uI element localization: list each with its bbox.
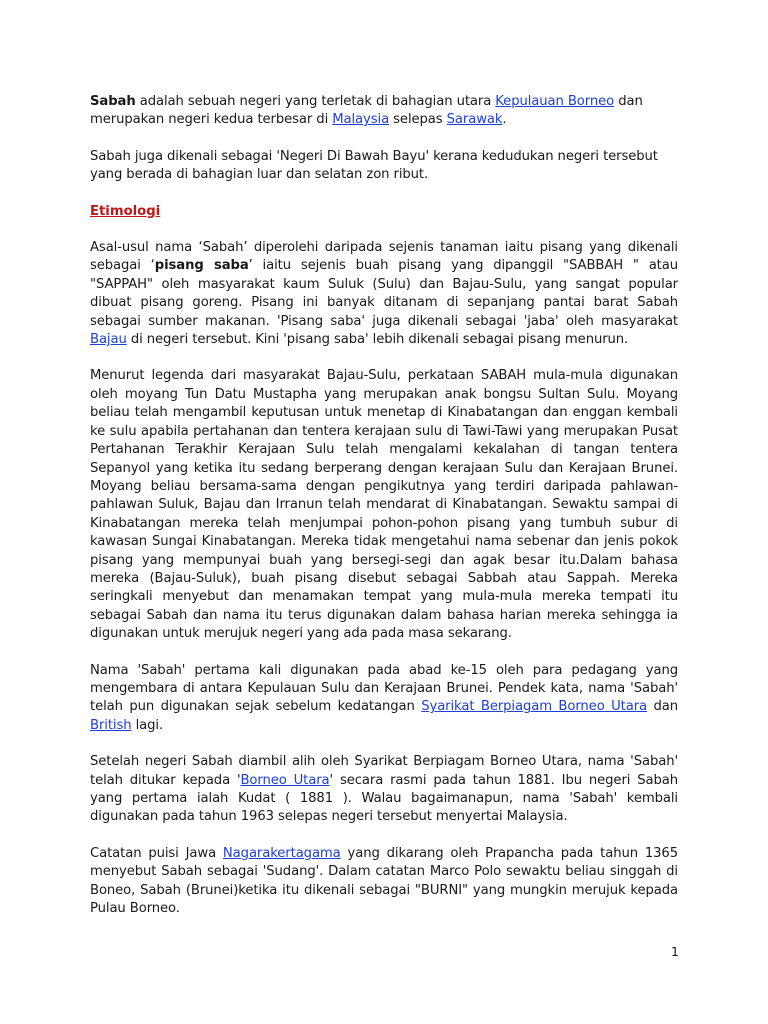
bold-term-pisang-saba: pisang saba bbox=[154, 258, 249, 274]
text-span: Nama 'Sabah' pertama kali digunakan pada abad ke-15 oleh para pedagang yang mengembara di antara Kepulauan Sulu dan Kerajaan Brunei. Pendek kata, nama 'Sabah' telah pun digunakan sejak sebelum kedatangan bbox=[90, 662, 678, 715]
document-page bbox=[90, 93, 678, 936]
paragraph-asal-usul bbox=[90, 239, 678, 349]
paragraph-borneo-utara bbox=[90, 753, 678, 827]
section-heading-etimologi: Etimologi bbox=[90, 203, 161, 219]
paragraph-legenda: Menurut legenda dari masyarakat Bajau-Sulu, perkataan SABAH mula-mula digunakan oleh moyang Tun Datu Mustapha yang merupakan anak bongsu Sultan Sulu. Moyang beliau telah mengambil keputusan untuk menetap di Kinabatangan dan enggan kembali ke sulu apabila pertahanan dan tentera kerajaan sulu di Tawi-Tawi yang merupakan Pusat Pertahanan Terakhir Kerajaan Sulu telah mengalami kekalahan di tangan tentera Sepanyol yang ketika itu sedang berperang dengan kerajaan Sulu dan Kerajaan Brunei. Moyang beliau bersama-sama dengan pengikutnya yang terdiri daripada pahlawan-pahlawan Suluk, Bajau dan Irranun telah mendarat di Kinabatangan. Sewaktu sampai di Kinabatangan mereka telah menjumpai pohon-pohon pisang yang tumbuh subur di kawasan Sungai Kinabatangan. Mereka tidak mengetahui nama sebenar dan jenis pokok pisang yang mempunyai buah yang bersegi-segi dan agak besar itu.Dalam bahasa mereka (Bajau-Suluk), buah pisang disebut sebagai Sabbah atau Sappah. Mereka seringkali menyebut dan menamakan tempat yang mula-mula mereka tempati itu sebagai Sabah dan nama itu terus digunakan dalam bahasa harian mereka sehingga ia digunakan untuk merujuk negeri yang ada pada masa sekarang. bbox=[90, 368, 678, 642]
bold-term-sabah: Sabah bbox=[90, 94, 136, 109]
link-borneo-utara[interactable]: Borneo Utara bbox=[240, 772, 330, 788]
text-span: lagi. bbox=[131, 717, 164, 733]
text-span: ’ iaitu sejenis buah pisang yang dipanggil "SABBAH " atau "SAPPAH" oleh masyarakat kaum Suluk (Sulu) dan Bajau-Sulu, yang sangat popular dibuat pisang goreng. Pisang ini banyak ditanam di sepanjang pantai barat Sabah sebagai sumber makanan. 'Pisang saba' juga dikenali sebagai 'jaba' oleh masyarakat bbox=[90, 258, 678, 329]
text-span: . bbox=[502, 112, 507, 128]
paragraph-nagarakertagama bbox=[90, 845, 678, 919]
text-span: ' secara rasmi pada tahun 1881. Ibu negeri Sabah yang pertama ialah Kudat ( 1881 ). Walau bagaimanapun, nama 'Sabah' kembali digunakan pada tahun 1963 selepas negeri tersebut menyertai Malaysia. bbox=[90, 772, 678, 825]
text-span: adalah sebuah negeri yang terletak di bahagian utara bbox=[135, 94, 496, 109]
link-bajau[interactable]: Bajau bbox=[90, 332, 127, 348]
text-span: selepas bbox=[389, 112, 447, 128]
page-number: 1 bbox=[671, 944, 679, 959]
link-sarawak[interactable]: Sarawak bbox=[446, 112, 503, 128]
text-span: yang dikarang oleh Prapancha pada tahun 1365 menyebut Sabah sebagai 'Sudang'. Dalam catatan Marco Polo sewaktu beliau singgah di Boneo, Sabah (Brunei)ketika itu dikenali sebagai "BURNI" yang mungkin merujuk kepada Pulau Borneo. bbox=[90, 845, 679, 917]
text-span: Catatan puisi Jawa bbox=[90, 845, 223, 861]
link-malaysia[interactable]: Malaysia bbox=[332, 112, 390, 128]
link-nagarakertagama[interactable]: Nagarakertagama bbox=[222, 845, 341, 861]
link-kepulauan-borneo[interactable]: Kepulauan Borneo bbox=[495, 94, 615, 109]
text-span: Asal-usul nama ‘Sabah’ diperolehi daripada sejenis tanaman iaitu pisang yang dikenali sebagai ‘ bbox=[90, 240, 678, 274]
text-span: dan bbox=[647, 699, 678, 715]
text-span: dan merupakan negeri kedua terbesar di bbox=[90, 94, 643, 128]
link-british[interactable]: British bbox=[90, 717, 132, 733]
text-span: di negeri tersebut. Kini 'pisang saba' lebih dikenali sebagai pisang menurun. bbox=[126, 332, 629, 348]
text-span: Setelah negeri Sabah diambil alih oleh Syarikat Berpiagam Borneo Utara, nama 'Sabah' telah ditukar kepada ' bbox=[90, 754, 678, 788]
paragraph-intro bbox=[90, 93, 678, 130]
link-syarikat-berpiagam-borneo-utara[interactable]: Syarikat Berpiagam Borneo Utara bbox=[421, 699, 648, 715]
paragraph-abad-15 bbox=[90, 662, 678, 736]
paragraph-negeri-di-bawah-bayu: Sabah juga dikenali sebagai 'Negeri Di Bawah Bayu' kerana kedudukan negeri tersebut yang berada di bahagian luar dan selatan zon ribut. bbox=[90, 148, 658, 183]
